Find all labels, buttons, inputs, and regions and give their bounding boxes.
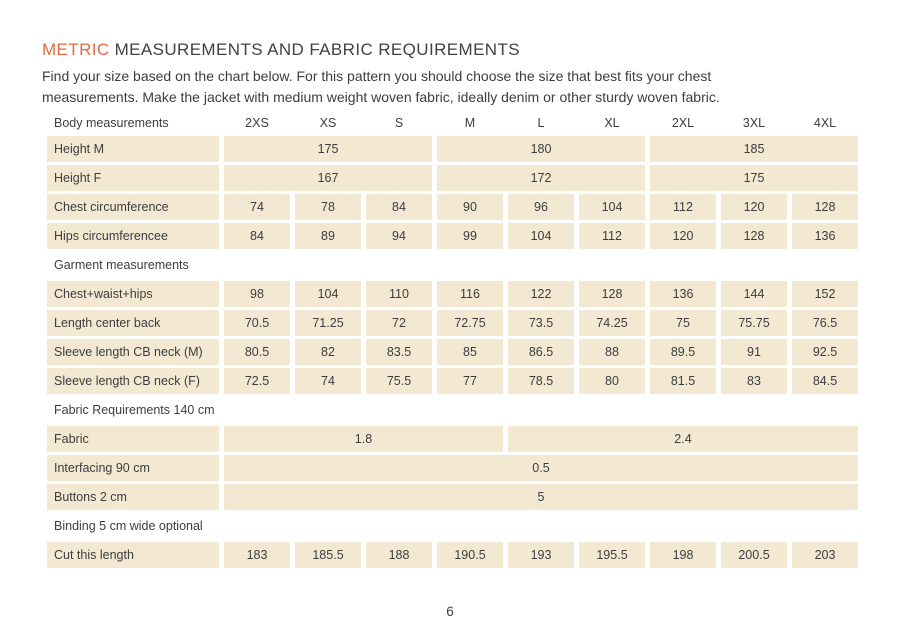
value-cell: 98 [224,281,290,307]
value-cell: 144 [721,281,787,307]
value-cell: 183 [224,542,290,568]
value-cell: 74.25 [579,310,645,336]
value-cell: 128 [721,223,787,249]
intro-line-1: Find your size based on the chart below. For this pattern you should choose the size that best fits your chest [42,68,712,84]
value-cell: 185.5 [295,542,361,568]
value-cell: 86.5 [508,339,574,365]
row-label: Fabric [47,426,219,452]
value-cell: 78 [295,194,361,220]
value-cell: 193 [508,542,574,568]
value-cell: 84.5 [792,368,858,394]
table-row-sleeve-length-f [47,368,858,394]
value-cell: 92.5 [792,339,858,365]
value-cell: 175 [650,165,858,191]
row-label: Chest+waist+hips [47,281,219,307]
row-label: Chest circumference [47,194,219,220]
table-row-sleeve-length-m [47,339,858,365]
value-cell: 128 [579,281,645,307]
table-row-height-m [47,136,858,162]
value-cell: 74 [295,368,361,394]
size-header-4xl: 4XL [813,115,837,130]
size-header-3xl: 3XL [742,115,766,130]
page-title [42,40,900,59]
value-cell: 112 [579,223,645,249]
value-cell: 72 [366,310,432,336]
value-cell: 72.5 [224,368,290,394]
value-cell: 188 [366,542,432,568]
value-cell: 89 [295,223,361,249]
row-label: Interfacing 90 cm [47,455,219,481]
row-label: Sleeve length CB neck (F) [47,368,219,394]
value-cell: 198 [650,542,716,568]
value-cell: 83.5 [366,339,432,365]
value-cell: 76.5 [792,310,858,336]
section-row-binding [47,513,858,539]
value-cell: 99 [437,223,503,249]
page-title-rest: MEASUREMENTS AND FABRIC REQUIREMENTS [114,40,521,59]
value-cell: 195.5 [579,542,645,568]
size-chart-table [42,109,863,571]
value-cell: 112 [650,194,716,220]
size-header-xl: XL [604,115,620,130]
row-label: Length center back [47,310,219,336]
value-cell: 83 [721,368,787,394]
table-row-fabric [47,426,858,452]
row-label: Sleeve length CB neck (M) [47,339,219,365]
value-cell: 78.5 [508,368,574,394]
value-cell: 75 [650,310,716,336]
row-label: Cut this length [47,542,219,568]
section-label: Binding 5 cm wide optional [54,519,203,533]
row-label: Hips circumferencee [47,223,219,249]
value-cell: 136 [650,281,716,307]
value-cell: 120 [721,194,787,220]
value-cell: 172 [437,165,645,191]
table-row-chest-waist-hips [47,281,858,307]
value-cell: 104 [579,194,645,220]
value-cell: 122 [508,281,574,307]
value-cell: 0.5 [224,455,858,481]
value-cell: 104 [295,281,361,307]
size-header-xs: XS [319,115,337,130]
value-cell: 90 [437,194,503,220]
value-cell: 77 [437,368,503,394]
value-cell: 180 [437,136,645,162]
value-cell: 2.4 [508,426,858,452]
row-label: Height F [47,165,219,191]
value-cell: 84 [224,223,290,249]
value-cell: 81.5 [650,368,716,394]
value-cell: 72.75 [437,310,503,336]
size-header-2xl: 2XL [671,115,695,130]
value-cell: 1.8 [224,426,503,452]
value-cell: 85 [437,339,503,365]
section-row-garment-measurements [47,252,858,278]
section-row-fabric-requirements [47,397,858,423]
value-cell: 91 [721,339,787,365]
value-cell: 80 [579,368,645,394]
value-cell: 185 [650,136,858,162]
table-row-interfacing [47,455,858,481]
value-cell: 104 [508,223,574,249]
size-header-m: M [464,115,476,130]
size-header-s: S [394,115,404,130]
value-cell: 152 [792,281,858,307]
value-cell: 84 [366,194,432,220]
size-header-2xs: 2XS [245,115,269,130]
size-header-row [47,112,858,133]
size-header-l: L [537,115,545,130]
page-title-highlight: METRIC [42,40,110,59]
page-number: 6 [446,604,454,619]
value-cell: 75.75 [721,310,787,336]
section-label: Fabric Requirements 140 cm [54,403,215,417]
value-cell: 175 [224,136,432,162]
value-cell: 73.5 [508,310,574,336]
value-cell: 70.5 [224,310,290,336]
section-label: Garment measurements [54,258,189,272]
row-label: Buttons 2 cm [47,484,219,510]
value-cell: 89.5 [650,339,716,365]
value-cell: 120 [650,223,716,249]
value-cell: 71.25 [295,310,361,336]
value-cell: 200.5 [721,542,787,568]
table-row-cut-this-length [47,542,858,568]
table-row-hips-circumference [47,223,858,249]
value-cell: 167 [224,165,432,191]
value-cell: 88 [579,339,645,365]
value-cell: 5 [224,484,858,510]
value-cell: 128 [792,194,858,220]
intro-paragraph [42,66,900,108]
row-label: Height M [47,136,219,162]
table-row-height-f [47,165,858,191]
value-cell: 75.5 [366,368,432,394]
value-cell: 116 [437,281,503,307]
value-cell: 80.5 [224,339,290,365]
intro-line-2: measurements. Make the jacket with medium weight woven fabric, ideally denim or other sturdy woven fabric. [42,89,720,105]
column-header-body-measurements: Body measurements [54,115,169,130]
value-cell: 110 [366,281,432,307]
value-cell: 203 [792,542,858,568]
value-cell: 136 [792,223,858,249]
table-row-chest-circumference [47,194,858,220]
value-cell: 74 [224,194,290,220]
value-cell: 82 [295,339,361,365]
table-row-buttons [47,484,858,510]
value-cell: 94 [366,223,432,249]
value-cell: 96 [508,194,574,220]
value-cell: 190.5 [437,542,503,568]
table-row-length-center-back [47,310,858,336]
